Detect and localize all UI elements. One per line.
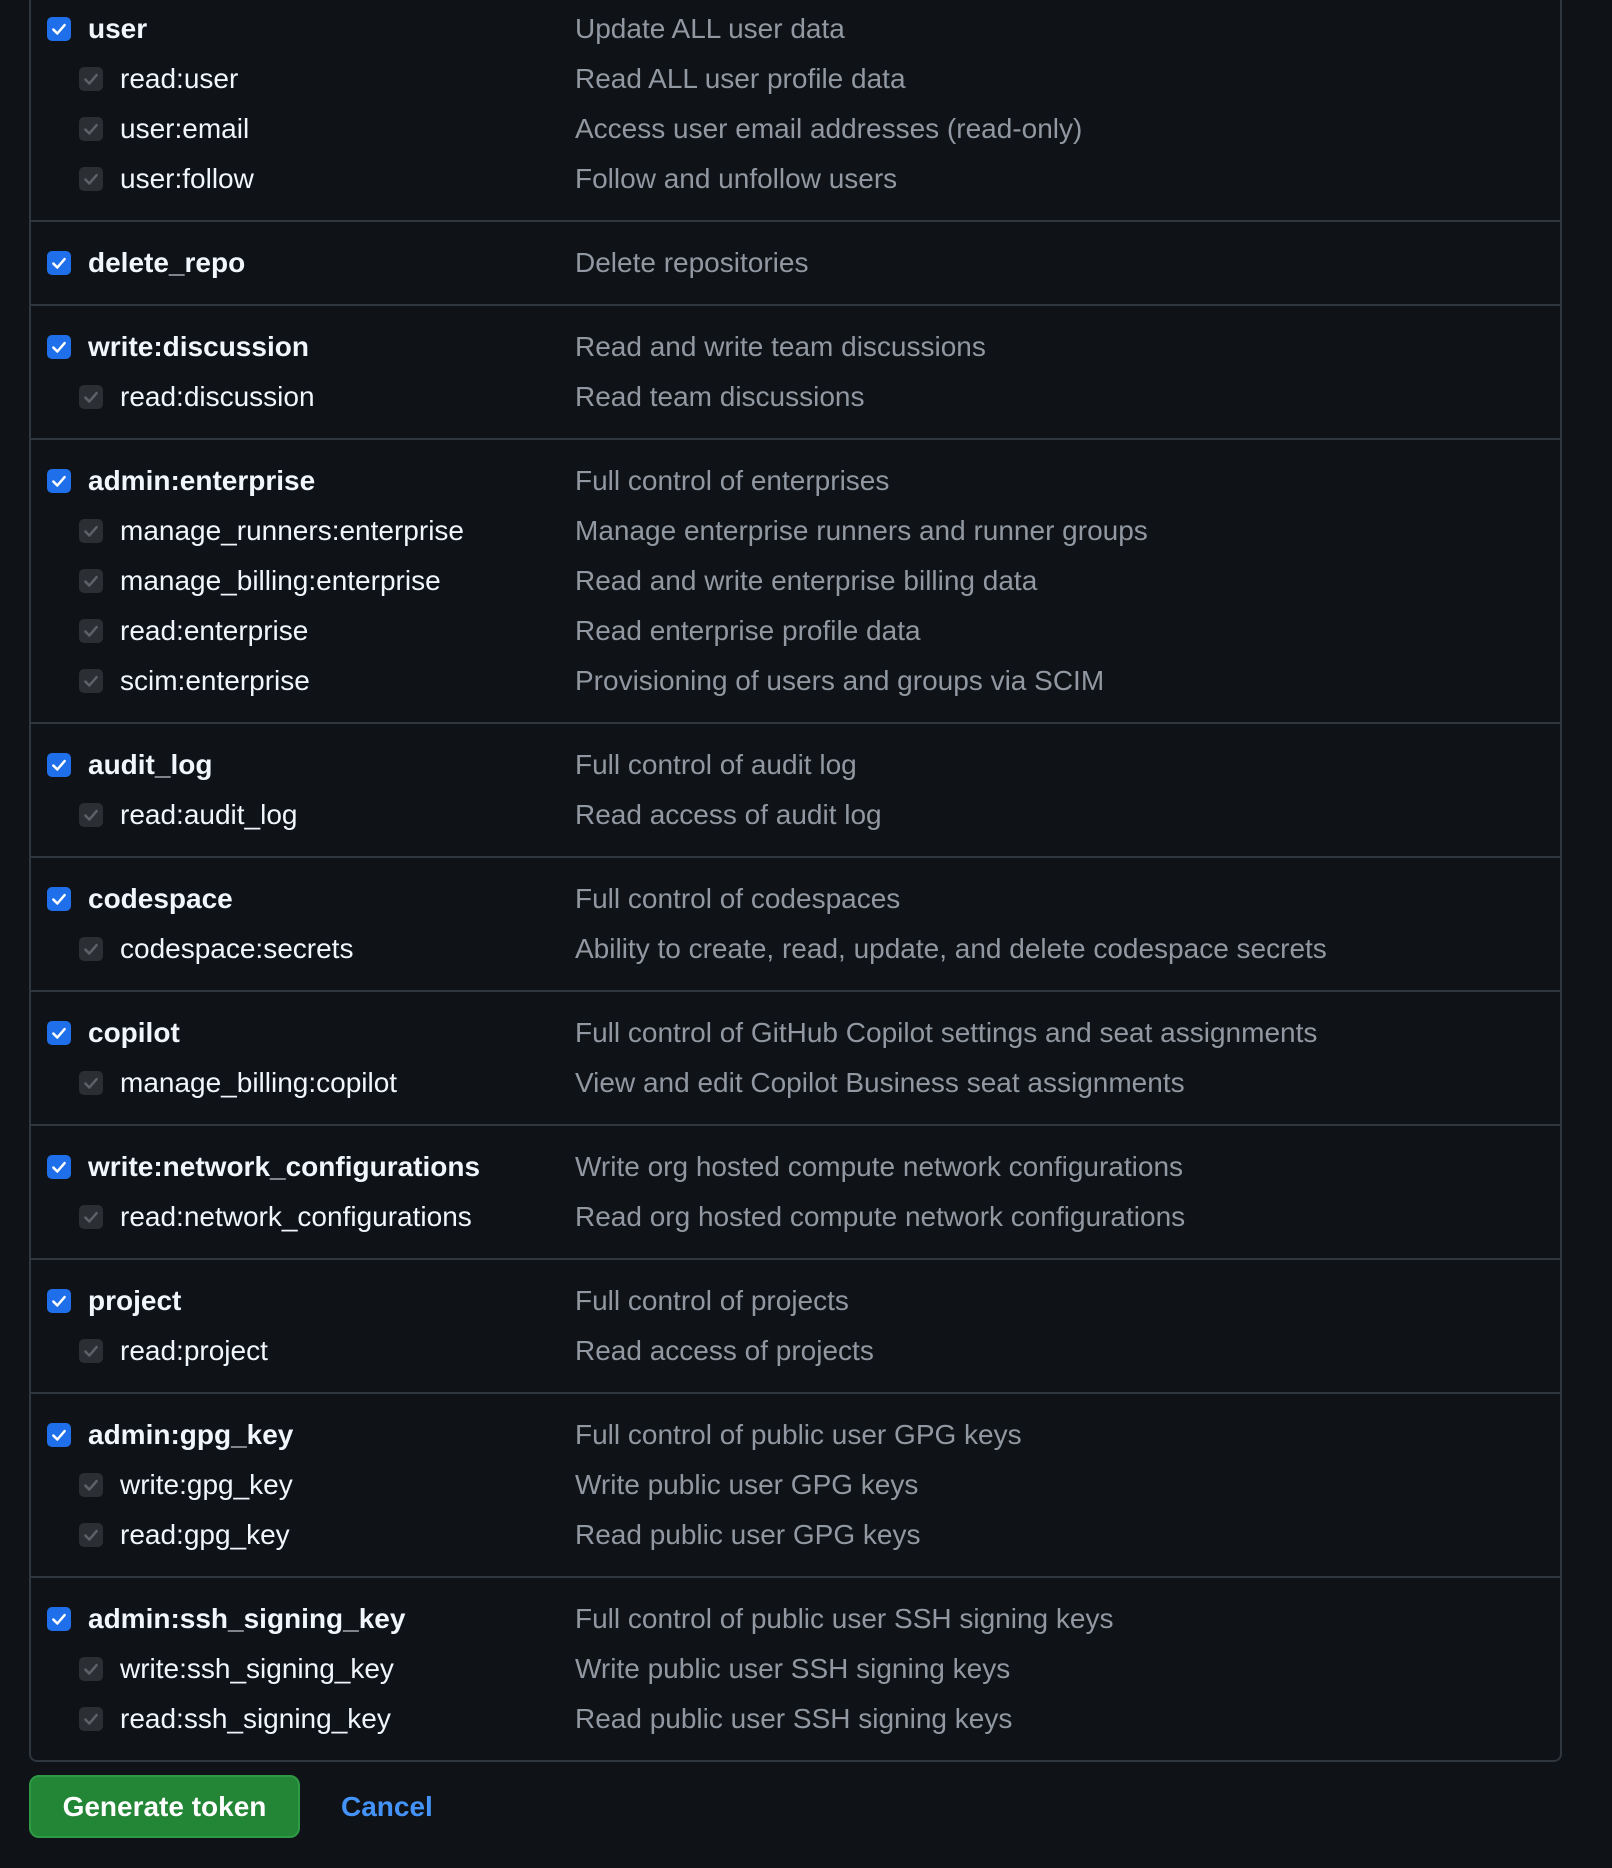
scope-label[interactable]: read:gpg_key	[120, 1519, 290, 1550]
scope-label[interactable]: audit_log	[88, 749, 213, 780]
scope-label[interactable]: copilot	[88, 1017, 180, 1048]
scopes-list	[29, 0, 1562, 1762]
scope-group-codespace	[31, 858, 1560, 992]
scope-label[interactable]: read:network_configurations	[120, 1201, 472, 1232]
scope-row-user-email	[31, 104, 1560, 154]
scope-group-admin-enterprise	[31, 440, 1560, 724]
form-actions	[29, 1775, 433, 1838]
scope-label[interactable]: manage_runners:enterprise	[120, 515, 464, 546]
checkmark-icon	[50, 1292, 68, 1310]
checkbox-delete-repo[interactable]	[47, 251, 71, 275]
checkmark-icon	[82, 170, 100, 188]
checkmark-icon	[82, 806, 100, 824]
scope-description: Read public user GPG keys	[575, 1519, 921, 1550]
scope-description: Update ALL user data	[575, 13, 845, 44]
scope-row-admin-gpg-key	[31, 1410, 1560, 1460]
scope-label[interactable]: manage_billing:copilot	[120, 1067, 398, 1098]
checkmark-icon	[82, 70, 100, 88]
scope-description: Write public user SSH signing keys	[575, 1653, 1011, 1684]
scope-description: Full control of GitHub Copilot settings and seat assignments	[575, 1017, 1318, 1048]
scope-row-manage-billing-enterprise	[31, 556, 1560, 606]
scope-description: Ability to create, read, update, and delete codespace secrets	[575, 933, 1327, 964]
scope-description: Manage enterprise runners and runner groups	[575, 515, 1148, 546]
scope-row-write-gpg-key	[31, 1460, 1560, 1510]
checkmark-icon	[50, 20, 68, 38]
cancel-link[interactable]: Cancel	[341, 1790, 433, 1822]
scope-description: Read and write team discussions	[575, 331, 986, 362]
scope-description: Read access of audit log	[575, 799, 882, 830]
scope-row-read-project	[31, 1326, 1560, 1376]
checkmark-icon	[50, 756, 68, 774]
scope-description: Read access of projects	[575, 1335, 874, 1366]
checkmark-icon	[50, 338, 68, 356]
checkmark-icon	[82, 940, 100, 958]
scope-label[interactable]: manage_billing:enterprise	[120, 565, 441, 596]
scope-description: Read enterprise profile data	[575, 615, 921, 646]
checkbox-user-email[interactable]	[79, 117, 103, 141]
scope-label[interactable]: project	[88, 1285, 182, 1316]
checkbox-codespace[interactable]	[47, 887, 71, 911]
scope-description: Write public user GPG keys	[575, 1469, 919, 1500]
scope-label[interactable]: user:email	[120, 113, 250, 144]
scope-row-audit-log	[31, 740, 1560, 790]
checkbox-read-user[interactable]	[79, 67, 103, 91]
scope-label[interactable]: user:follow	[120, 163, 254, 194]
scope-row-manage-billing-copilot	[31, 1058, 1560, 1108]
scope-description: Full control of enterprises	[575, 465, 890, 496]
scope-row-write-network-configurations	[31, 1142, 1560, 1192]
scope-label[interactable]: read:project	[120, 1335, 268, 1366]
scope-label[interactable]: read:enterprise	[120, 615, 309, 646]
checkbox-codespace-secrets[interactable]	[79, 937, 103, 961]
scope-row-read-gpg-key	[31, 1510, 1560, 1560]
scope-row-user	[31, 4, 1560, 54]
scope-group-project	[31, 1260, 1560, 1394]
scope-row-copilot	[31, 1008, 1560, 1058]
checkmark-icon	[82, 1476, 100, 1494]
checkmark-icon	[82, 572, 100, 590]
scope-row-write-ssh-signing-key	[31, 1644, 1560, 1694]
scope-description: Read team discussions	[575, 381, 865, 412]
scope-label[interactable]: read:ssh_signing_key	[120, 1703, 391, 1734]
scope-label[interactable]: codespace:secrets	[120, 933, 354, 964]
scope-description: View and edit Copilot Business seat assignments	[575, 1067, 1185, 1098]
scope-row-read-audit-log	[31, 790, 1560, 840]
checkmark-icon	[82, 1342, 100, 1360]
scope-group-write-network-configurations	[31, 1126, 1560, 1260]
scope-label[interactable]: codespace	[88, 883, 233, 914]
scope-row-delete-repo	[31, 238, 1560, 288]
scope-group-admin-ssh-signing-key	[31, 1578, 1560, 1760]
checkmark-icon	[82, 1526, 100, 1544]
scope-label[interactable]: scim:enterprise	[120, 665, 310, 696]
checkmark-icon	[82, 1208, 100, 1226]
scope-description: Read ALL user profile data	[575, 63, 906, 94]
checkmark-icon	[50, 1158, 68, 1176]
checkbox-read-project[interactable]	[79, 1339, 103, 1363]
checkmark-icon	[82, 522, 100, 540]
scope-group-user	[31, 0, 1560, 222]
scope-label[interactable]: read:discussion	[120, 381, 315, 412]
checkbox-admin-ssh-signing-key[interactable]	[47, 1607, 71, 1631]
scope-row-project	[31, 1276, 1560, 1326]
checkbox-write-network-configurations[interactable]	[47, 1155, 71, 1179]
scope-row-scim-enterprise	[31, 656, 1560, 706]
scope-label[interactable]: admin:gpg_key	[88, 1419, 294, 1450]
scope-label[interactable]: admin:enterprise	[88, 465, 316, 496]
checkmark-icon	[82, 1074, 100, 1092]
scope-description: Full control of projects	[575, 1285, 849, 1316]
scope-label[interactable]: read:audit_log	[120, 799, 298, 830]
scope-description: Full control of codespaces	[575, 883, 901, 914]
checkbox-read-gpg-key[interactable]	[79, 1523, 103, 1547]
scope-row-read-user	[31, 54, 1560, 104]
scope-group-write-discussion	[31, 306, 1560, 440]
scope-label[interactable]: write:discussion	[88, 331, 309, 362]
checkmark-icon	[50, 254, 68, 272]
generate-token-button[interactable]: Generate token	[29, 1775, 300, 1838]
scope-label[interactable]: write:gpg_key	[120, 1469, 293, 1500]
checkbox-read-ssh-signing-key[interactable]	[79, 1707, 103, 1731]
scope-row-codespace-secrets	[31, 924, 1560, 974]
checkbox-read-enterprise[interactable]	[79, 619, 103, 643]
scope-row-admin-ssh-signing-key	[31, 1594, 1560, 1644]
checkbox-admin-gpg-key[interactable]	[47, 1423, 71, 1447]
scope-row-codespace	[31, 874, 1560, 924]
scope-group-audit-log	[31, 724, 1560, 858]
scope-description: Full control of public user GPG keys	[575, 1419, 1022, 1450]
scope-label[interactable]: delete_repo	[88, 247, 246, 278]
checkmark-icon	[82, 388, 100, 406]
scope-group-admin-gpg-key	[31, 1394, 1560, 1578]
checkmark-icon	[50, 1024, 68, 1042]
checkmark-icon	[50, 1610, 68, 1628]
scope-label[interactable]: write:ssh_signing_key	[120, 1653, 394, 1684]
scope-label[interactable]: admin:ssh_signing_key	[88, 1603, 406, 1634]
scope-description: Access user email addresses (read-only)	[575, 113, 1083, 144]
checkbox-copilot[interactable]	[47, 1021, 71, 1045]
scope-label[interactable]: read:user	[120, 63, 239, 94]
scope-description: Full control of audit log	[575, 749, 857, 780]
scope-description: Write org hosted compute network configurations	[575, 1151, 1184, 1182]
checkbox-manage-billing-enterprise[interactable]	[79, 569, 103, 593]
checkbox-user[interactable]	[47, 17, 71, 41]
checkbox-read-discussion[interactable]	[79, 385, 103, 409]
checkmark-icon	[82, 672, 100, 690]
scope-description: Full control of public user SSH signing keys	[575, 1603, 1114, 1634]
scope-row-read-enterprise	[31, 606, 1560, 656]
checkmark-icon	[82, 1660, 100, 1678]
scope-label[interactable]: user	[88, 13, 148, 44]
scope-row-write-discussion	[31, 322, 1560, 372]
checkbox-manage-runners-enterprise[interactable]	[79, 519, 103, 543]
scope-row-user-follow	[31, 154, 1560, 204]
checkmark-icon	[82, 120, 100, 138]
checkbox-write-discussion[interactable]	[47, 335, 71, 359]
scope-description: Read org hosted compute network configurations	[575, 1201, 1186, 1232]
scope-row-admin-enterprise	[31, 456, 1560, 506]
scope-description: Provisioning of users and groups via SCIM	[575, 665, 1105, 696]
scope-description: Read public user SSH signing keys	[575, 1703, 1013, 1734]
checkbox-read-network-configurations[interactable]	[79, 1205, 103, 1229]
checkbox-write-gpg-key[interactable]	[79, 1473, 103, 1497]
checkbox-project[interactable]	[47, 1289, 71, 1313]
checkbox-read-audit-log[interactable]	[79, 803, 103, 827]
scope-row-read-ssh-signing-key	[31, 1694, 1560, 1744]
scope-description: Read and write enterprise billing data	[575, 565, 1038, 596]
scope-label[interactable]: write:network_configurations	[88, 1151, 481, 1182]
checkmark-icon	[82, 1710, 100, 1728]
scope-description: Delete repositories	[575, 247, 809, 278]
checkbox-write-ssh-signing-key[interactable]	[79, 1657, 103, 1681]
checkbox-user-follow[interactable]	[79, 167, 103, 191]
checkmark-icon	[50, 1426, 68, 1444]
checkbox-manage-billing-copilot[interactable]	[79, 1071, 103, 1095]
scope-row-read-discussion	[31, 372, 1560, 422]
scope-group-delete-repo	[31, 222, 1560, 306]
scope-row-read-network-configurations	[31, 1192, 1560, 1242]
checkmark-icon	[82, 622, 100, 640]
scope-description: Follow and unfollow users	[575, 163, 898, 194]
scope-row-manage-runners-enterprise	[31, 506, 1560, 556]
checkmark-icon	[50, 890, 68, 908]
checkbox-admin-enterprise[interactable]	[47, 469, 71, 493]
checkbox-audit-log[interactable]	[47, 753, 71, 777]
scope-group-copilot	[31, 992, 1560, 1126]
checkmark-icon	[50, 472, 68, 490]
checkbox-scim-enterprise[interactable]	[79, 669, 103, 693]
